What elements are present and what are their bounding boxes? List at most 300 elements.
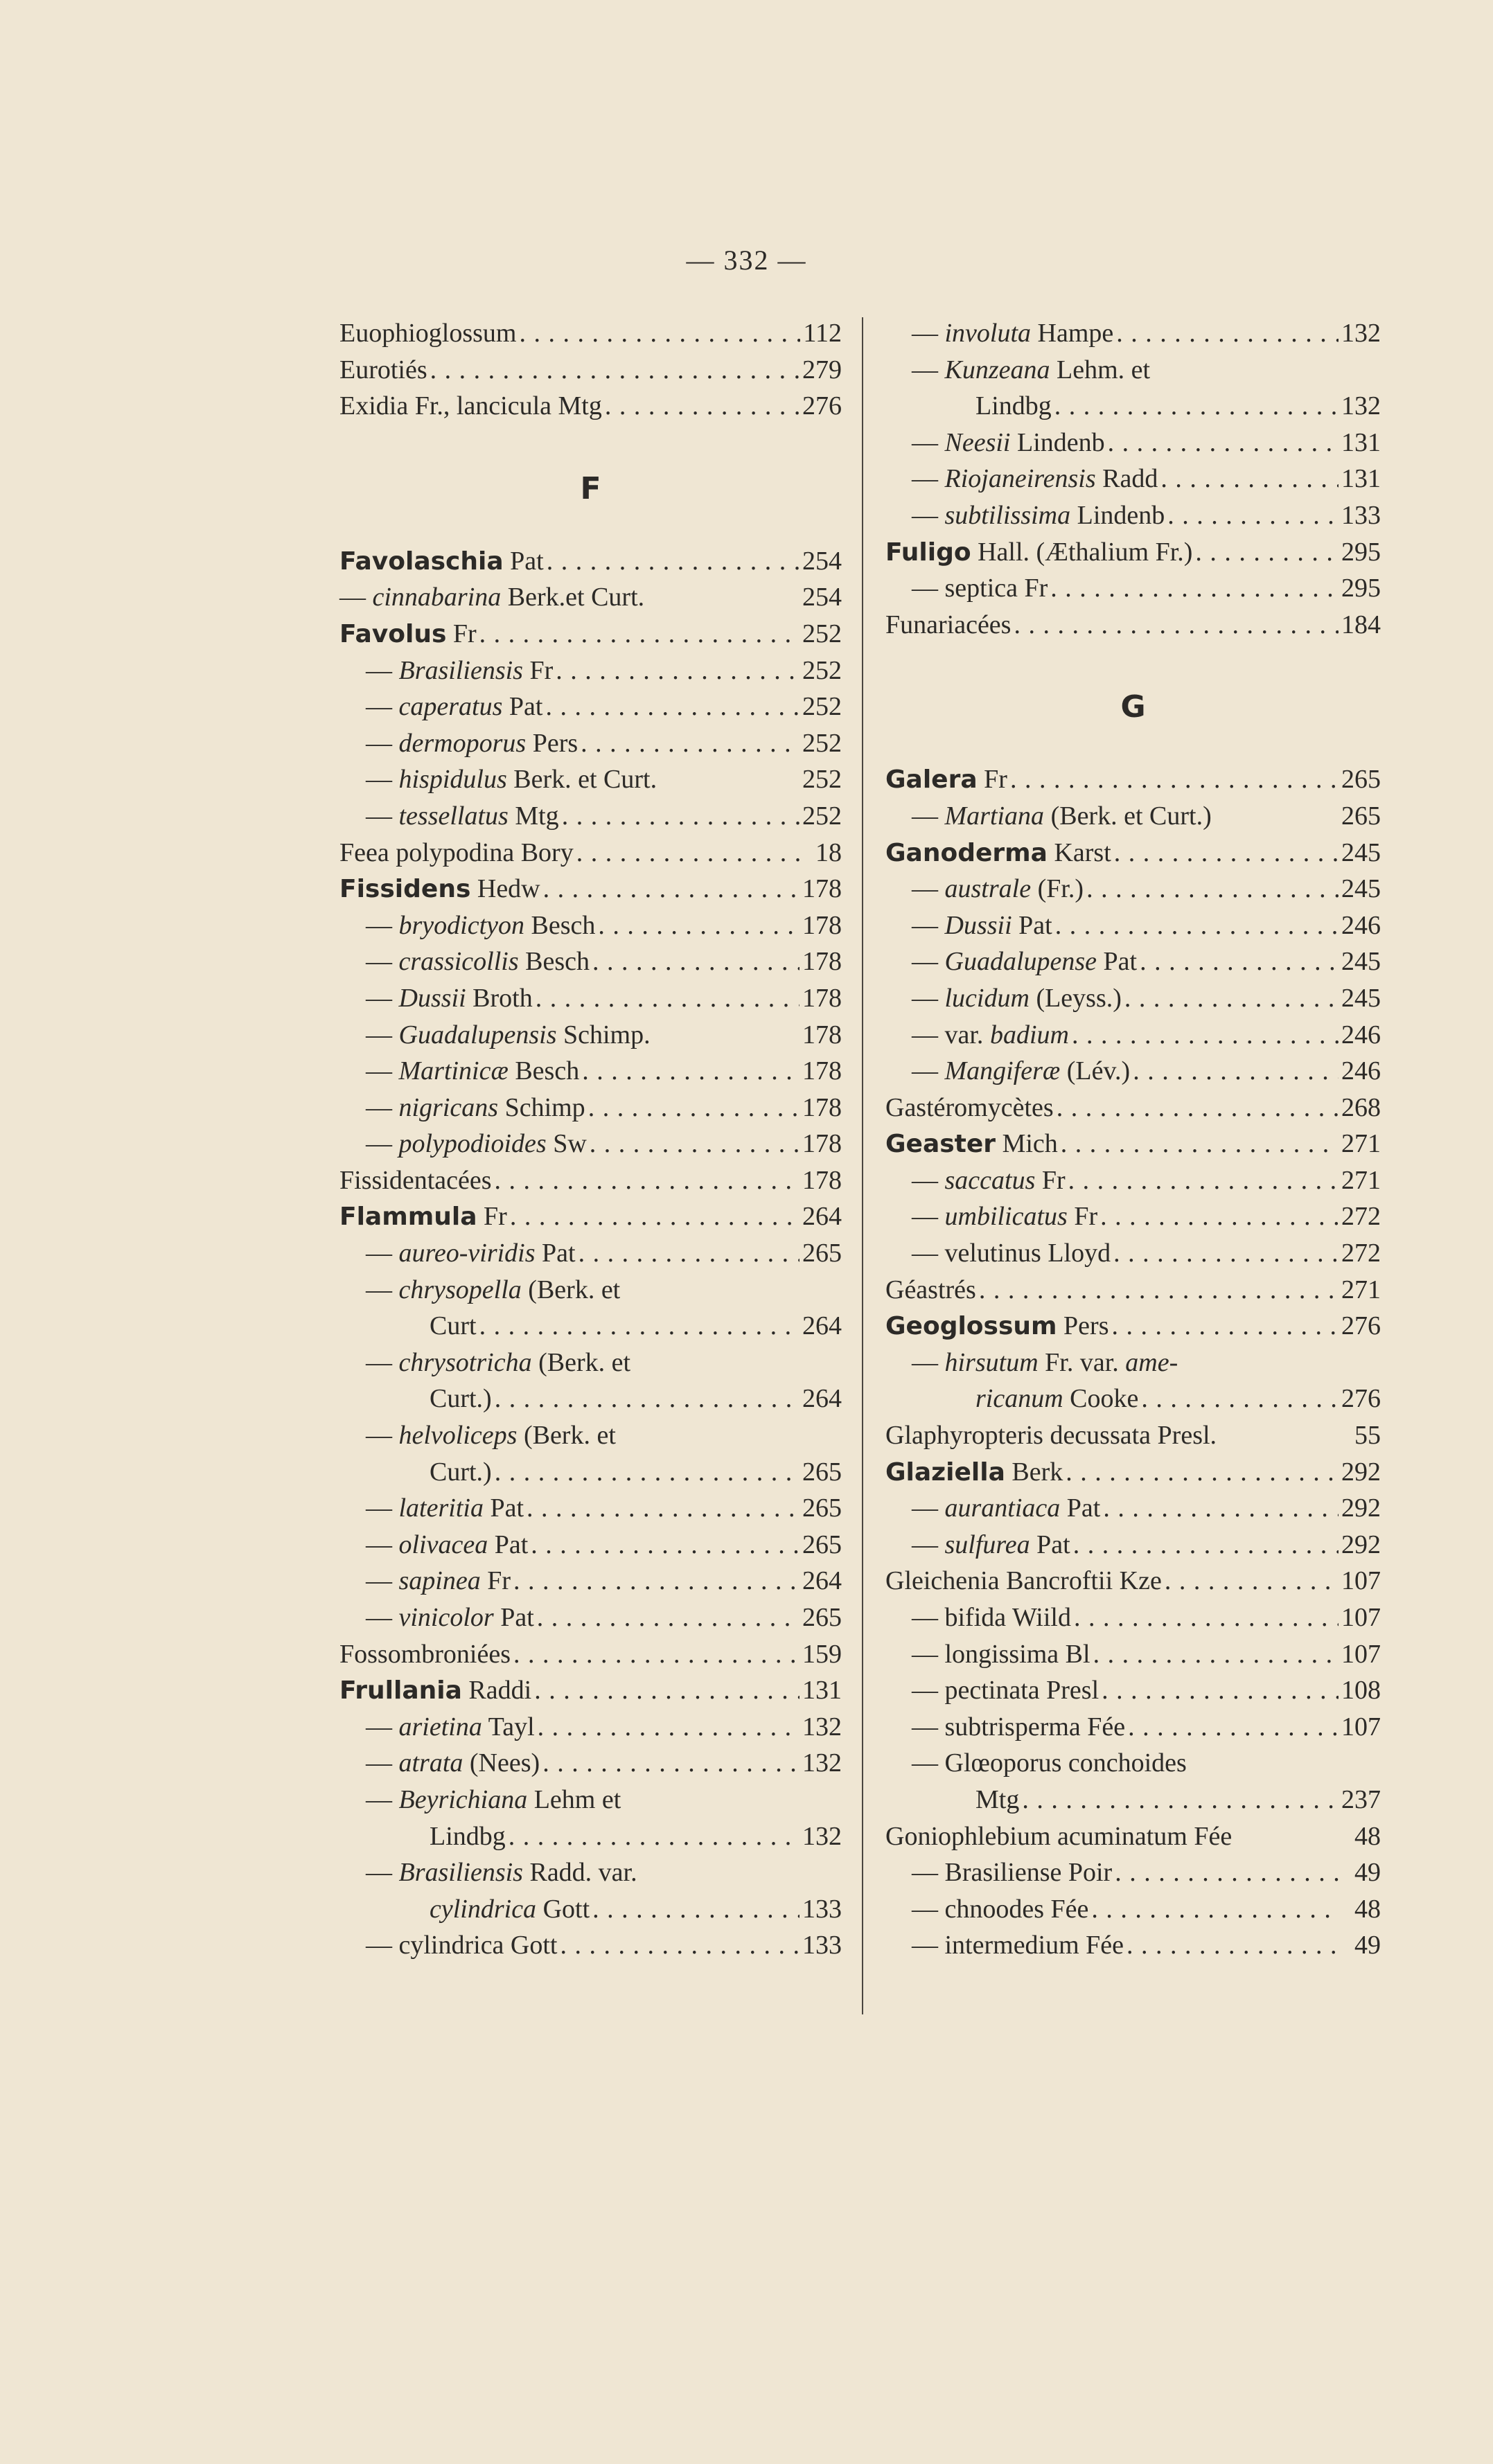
entry-term [885, 835, 1111, 872]
page-ref: 295 [1341, 537, 1381, 567]
species-name: vinicolor [398, 1603, 494, 1632]
entry-term [975, 1381, 1138, 1417]
entry-term [366, 1090, 585, 1126]
entry-text: — longissima Bl [912, 1639, 1090, 1669]
entry-text: — [912, 983, 945, 1013]
dot-leader [547, 543, 799, 580]
index-entry [339, 1490, 842, 1527]
page-ref: 252 [802, 619, 842, 648]
dot-leader [1114, 835, 1339, 871]
dot-leader [1140, 943, 1339, 980]
entry-text: (Nees) [463, 1748, 540, 1778]
species-name: Mangiferæ [944, 1056, 1061, 1086]
index-entry [339, 1017, 842, 1054]
dot-leader [581, 725, 799, 762]
entry-term [366, 907, 595, 944]
entry-text: — [912, 1056, 945, 1086]
entry-text: Lindenb [1010, 427, 1105, 457]
entry-term [366, 1017, 651, 1054]
page-ref: 246 [1341, 1056, 1381, 1086]
dot-leader [1073, 1527, 1339, 1563]
page-number: — 332 — [686, 245, 807, 276]
entry-text: Mtg [975, 1784, 1020, 1814]
entry-text: Fr [446, 619, 477, 648]
page-ref: 292 [1341, 1457, 1381, 1487]
entry-term [912, 570, 1048, 607]
index-entry [885, 1198, 1381, 1235]
index-entry [339, 689, 842, 725]
dot-leader [1100, 1198, 1339, 1235]
index-entry [885, 1345, 1381, 1381]
entry-text: — intermedium Fée [912, 1931, 1124, 1960]
species-name: helvoliceps [398, 1421, 518, 1451]
entry-term [366, 1709, 535, 1746]
genus-name: Galera [885, 765, 978, 795]
entry-text: Schimp. [556, 1020, 651, 1049]
index-entry [885, 1745, 1381, 1782]
entry-text: — [366, 765, 399, 795]
index-entry [885, 761, 1381, 798]
entry-text: — [366, 1748, 399, 1778]
entry-term [912, 1490, 1100, 1527]
index-entry [339, 1417, 842, 1454]
entry-text: Fissidentacées [339, 1165, 492, 1195]
dot-leader [1112, 1308, 1339, 1345]
entry-text: Schimp [498, 1092, 585, 1122]
index-column-right [885, 315, 1381, 1964]
genus-name: Fissidens [339, 875, 471, 904]
index-entry [339, 1854, 842, 1891]
species-name: cylindrica [430, 1894, 537, 1924]
entry-text: Pat [493, 1603, 534, 1632]
entry-text: — [366, 1603, 399, 1632]
species-name: aurantiaca [944, 1494, 1061, 1523]
dot-leader [519, 315, 800, 352]
index-entry [885, 1162, 1381, 1199]
index-entry [885, 1563, 1381, 1599]
species-name: lateritia [398, 1494, 484, 1523]
page-ref: 292 [1341, 1530, 1381, 1559]
entry-text: — [912, 1494, 945, 1523]
species-name: hirsutum [944, 1347, 1039, 1377]
dot-leader [1167, 497, 1339, 534]
entry-term [912, 1235, 1111, 1272]
page-ref: 264 [802, 1566, 842, 1596]
index-entry [885, 570, 1381, 607]
entry-text: Besch [518, 947, 590, 977]
entry-term [912, 1709, 1125, 1746]
entry-term [430, 1454, 492, 1491]
entry-text: Funariacées [885, 610, 1011, 639]
entry-text: — [912, 1347, 945, 1377]
entry-text: — [366, 1784, 399, 1814]
entry-term [366, 689, 542, 725]
dot-leader [582, 1053, 799, 1090]
section-gap [339, 525, 842, 543]
entry-term [339, 579, 644, 616]
page-ref: 107 [1341, 1603, 1381, 1632]
genus-name: Geoglossum [885, 1312, 1057, 1341]
page-ref: 108 [1341, 1676, 1381, 1705]
dot-leader [479, 616, 799, 653]
entry-term [912, 497, 1165, 534]
entry-text: — pectinata Presl [912, 1676, 1099, 1705]
dot-leader [1108, 425, 1339, 461]
entry-text: Cooke [1063, 1384, 1139, 1414]
species-name: olivacea [398, 1530, 488, 1559]
page-ref: 252 [802, 765, 842, 795]
page-ref: 132 [802, 1748, 842, 1778]
index-entry [885, 1090, 1381, 1126]
index-entry [339, 835, 842, 871]
entry-text: — [912, 910, 945, 940]
dot-leader [1093, 1636, 1339, 1673]
page-ref: 254 [802, 546, 842, 576]
page-ref: 245 [1341, 837, 1381, 867]
index-entry [885, 1709, 1381, 1746]
page-ref: 264 [802, 1202, 842, 1232]
index-entry [885, 835, 1381, 871]
index-entry [339, 871, 842, 907]
entry-term [339, 543, 544, 580]
index-entry [339, 1053, 842, 1090]
entry-text: Gastéromycètes [885, 1092, 1054, 1122]
dot-leader [1102, 1672, 1339, 1709]
dot-leader [1115, 1854, 1339, 1891]
dot-leader [1127, 1927, 1339, 1964]
page-ref: 271 [1341, 1275, 1381, 1304]
page-ref: 131 [1341, 464, 1381, 494]
index-entry [885, 907, 1381, 944]
page-ref: 246 [1341, 910, 1381, 940]
entry-term [885, 1272, 976, 1309]
dot-leader [590, 1126, 799, 1162]
index-entry [885, 1126, 1381, 1162]
index-entry [885, 388, 1381, 425]
index-entry [339, 1672, 842, 1709]
entry-term [339, 1198, 507, 1236]
entry-text: Eurotiés [339, 355, 427, 384]
page-ref: 133 [1341, 500, 1381, 530]
species-name: Beyrichiana [398, 1784, 528, 1814]
entry-term [912, 1198, 1097, 1235]
page-ref: 178 [802, 1165, 842, 1195]
entry-term [366, 761, 657, 798]
species-name: aureo-viridis [398, 1239, 536, 1268]
page-ref: 265 [1341, 801, 1381, 831]
entry-term [912, 461, 1158, 497]
page-ref: 131 [1341, 427, 1381, 457]
entry-term [885, 534, 1192, 571]
entry-text: Pat [1097, 947, 1138, 977]
page-ref: 271 [1341, 1129, 1381, 1159]
dot-leader [1068, 1162, 1339, 1199]
species-name: involuta [944, 319, 1032, 348]
species-name: Martinicæ [398, 1056, 509, 1086]
dot-leader [531, 1527, 799, 1563]
index-entry [885, 1272, 1381, 1309]
dot-leader [495, 1454, 799, 1491]
entry-term [912, 1636, 1090, 1673]
species-name: saccatus [944, 1165, 1036, 1195]
dot-leader [545, 689, 799, 725]
entry-text: Pat [1060, 1494, 1101, 1523]
section-letter: G [1120, 689, 1146, 725]
index-entry [339, 1891, 842, 1928]
dot-leader [513, 1636, 799, 1673]
entry-term [430, 1891, 590, 1928]
species-name: Dussii [944, 910, 1012, 940]
entry-text: — [366, 1092, 399, 1122]
index-entry [339, 1454, 842, 1491]
species-name: lucidum [944, 983, 1030, 1013]
entry-term [366, 1745, 540, 1782]
species-name: Dussii [398, 983, 466, 1013]
entry-term [912, 1891, 1088, 1928]
index-entry [339, 653, 842, 689]
dot-leader [1141, 1381, 1339, 1417]
page-ref: 246 [1341, 1020, 1381, 1049]
species-name: australe [944, 874, 1032, 904]
entry-text: — [366, 1494, 399, 1523]
entry-text: — bifida Wiild [912, 1603, 1071, 1632]
dot-leader [1014, 607, 1339, 644]
entry-text: (Lév.) [1060, 1056, 1131, 1086]
entry-text: Gott [536, 1894, 590, 1924]
genus-name: Ganoderma [885, 838, 1048, 867]
page-ref: 133 [802, 1931, 842, 1960]
page-ref: 265 [1341, 765, 1381, 795]
dot-leader [1074, 1599, 1339, 1636]
index-entry [339, 1235, 842, 1272]
dot-leader [536, 980, 799, 1017]
entry-text: Fr [477, 1202, 507, 1232]
entry-term [430, 1308, 477, 1345]
species-name: Guadalupensis [398, 1020, 557, 1049]
entry-text: Broth [466, 983, 533, 1013]
dot-leader [509, 1818, 799, 1855]
dot-leader [1086, 871, 1339, 907]
entry-text: — Glœoporus conchoides [912, 1748, 1187, 1778]
entry-text: — [366, 1129, 399, 1159]
dot-leader [605, 388, 799, 425]
entry-text: Glaphyropteris decussata Presl. [885, 1421, 1217, 1451]
page-ref: 48 [1354, 1894, 1381, 1924]
species-name: sulfurea [944, 1530, 1030, 1559]
entry-term [912, 1053, 1130, 1090]
entry-text: (Fr.) [1031, 874, 1084, 904]
entry-text: Pat [488, 1530, 529, 1559]
page-ref: 276 [1341, 1384, 1381, 1414]
entry-text: — [366, 1530, 399, 1559]
species-name: ame- [1125, 1347, 1178, 1377]
entry-term [912, 1745, 1187, 1782]
entry-term [366, 1345, 630, 1381]
species-name: Brasiliensis [398, 655, 523, 685]
genus-name: Flammula [339, 1203, 477, 1232]
entry-term [339, 1636, 511, 1673]
dot-leader [562, 798, 799, 835]
entry-text: Hall. (Æthalium Fr.) [971, 537, 1193, 567]
species-name: chrysotricha [398, 1347, 532, 1377]
section-gap [339, 425, 842, 452]
dot-leader [592, 1891, 799, 1928]
dot-leader [542, 1745, 799, 1782]
page-ref: 265 [802, 1239, 842, 1268]
entry-term [366, 1490, 524, 1527]
page-ref: 295 [1341, 574, 1381, 603]
entry-text: — cylindrica Gott [366, 1931, 558, 1960]
dot-leader [430, 352, 799, 389]
index-entry [339, 1745, 842, 1782]
entry-text: Fr [977, 765, 1007, 795]
index-entry [339, 1272, 842, 1309]
entry-text: — [366, 1421, 399, 1451]
index-entry [885, 798, 1381, 835]
index-entry [885, 352, 1381, 389]
entry-term [366, 653, 553, 689]
entry-term [912, 798, 1212, 835]
column-divider [862, 317, 863, 2014]
page-ref: 292 [1341, 1494, 1381, 1523]
entry-text: Radd. var. [522, 1858, 637, 1888]
entry-term [366, 1563, 511, 1599]
entry-term [885, 1090, 1054, 1126]
entry-text: — [366, 655, 399, 685]
page-ref: 264 [802, 1311, 842, 1341]
index-entry [885, 425, 1381, 461]
index-entry [339, 1381, 842, 1417]
index-entry [885, 1636, 1381, 1673]
index-entry [885, 1599, 1381, 1636]
entry-text: — [912, 1202, 945, 1232]
index-entry [339, 1636, 842, 1673]
page-ref: 264 [802, 1384, 842, 1414]
genus-name: Favolaschia [339, 547, 504, 576]
entry-term [366, 980, 533, 1017]
entry-term [885, 1126, 1058, 1163]
entry-text: (Berk. et [521, 1275, 621, 1304]
entry-text: Hedw [470, 874, 540, 904]
genus-name: Glaziella [885, 1457, 1005, 1487]
species-name: Riojaneirensis [944, 464, 1096, 494]
entry-text: — [912, 500, 945, 530]
dot-leader [598, 907, 799, 944]
index-entry [885, 1454, 1381, 1491]
dot-leader [1050, 570, 1339, 607]
entry-term [430, 1381, 492, 1417]
entry-text: — [366, 1275, 399, 1304]
index-entry [885, 980, 1381, 1017]
index-entry [339, 1782, 842, 1818]
species-name: Kunzeana [944, 355, 1050, 384]
dot-leader [1113, 1235, 1339, 1272]
entry-text: Besch [524, 910, 596, 940]
species-name: Neesii [944, 427, 1011, 457]
page-ref: 265 [802, 1494, 842, 1523]
dot-leader [534, 1672, 799, 1709]
entry-term [912, 315, 1113, 352]
entry-text: Pat [1030, 1530, 1070, 1559]
dot-leader [576, 835, 800, 871]
entry-text: Pat [535, 1239, 576, 1268]
entry-text: (Leyss.) [1029, 983, 1122, 1013]
index-entry [885, 1308, 1381, 1345]
entry-text: — [366, 692, 399, 722]
entry-term [339, 352, 427, 389]
entry-text: Berk.et Curt. [501, 583, 645, 612]
species-name: nigricans [398, 1092, 499, 1122]
dot-leader [527, 1490, 799, 1527]
page-ref: 178 [802, 1092, 842, 1122]
entry-text: Lindenb [1070, 500, 1165, 530]
page-ref: 268 [1341, 1092, 1381, 1122]
entry-text: — [366, 801, 399, 831]
entry-term [339, 1162, 492, 1199]
entry-text: Curt.) [430, 1384, 492, 1414]
page-ref: 178 [802, 983, 842, 1013]
page-ref: 178 [802, 1020, 842, 1049]
index-entry [885, 943, 1381, 980]
species-name: crassicollis [398, 947, 519, 977]
page-ref: 178 [802, 910, 842, 940]
entry-text: — Brasiliense Poir [912, 1858, 1113, 1888]
species-name: chrysopella [398, 1275, 522, 1304]
index-entry [885, 497, 1381, 534]
entry-text: — [912, 464, 945, 494]
entry-text: Géastrés [885, 1275, 976, 1304]
entry-text: Curt [430, 1311, 477, 1341]
dot-leader [543, 871, 799, 907]
page-ref: 276 [1341, 1311, 1381, 1341]
entry-text: Lehm. et [1050, 355, 1151, 384]
genus-name: Frullania [339, 1676, 462, 1705]
entry-term [366, 943, 590, 980]
entry-term [912, 1162, 1066, 1199]
dot-leader [1160, 461, 1339, 497]
entry-term [912, 425, 1105, 461]
entry-text: Raddi [461, 1676, 532, 1705]
entry-term [366, 1272, 620, 1309]
index-entry [339, 1563, 842, 1599]
entry-text: — subtrisperma Fée [912, 1712, 1126, 1741]
index-entry [339, 1345, 842, 1381]
index-entry [885, 607, 1381, 644]
entry-term [912, 1854, 1112, 1891]
dot-leader [510, 1198, 799, 1235]
index-entry [885, 1017, 1381, 1054]
species-name: Brasiliensis [398, 1858, 523, 1888]
entry-text: — [366, 910, 399, 940]
genus-name: Favolus [339, 619, 447, 648]
entry-term [366, 1053, 579, 1090]
entry-term [912, 352, 1150, 389]
entry-text: — [912, 1530, 945, 1559]
section-gap [885, 743, 1381, 761]
entry-term [366, 1527, 528, 1563]
dot-leader [1133, 1053, 1339, 1090]
index-entry [339, 543, 842, 580]
entry-text: Lehm et [527, 1784, 621, 1814]
entry-term [339, 616, 477, 653]
index-entry [885, 1381, 1381, 1417]
index-entry [885, 1818, 1381, 1855]
page-ref: 132 [802, 1712, 842, 1741]
entry-term [885, 1417, 1217, 1454]
page-ref: 178 [802, 947, 842, 977]
entry-text: Berk [1005, 1457, 1063, 1487]
entry-text: — [912, 1165, 945, 1195]
